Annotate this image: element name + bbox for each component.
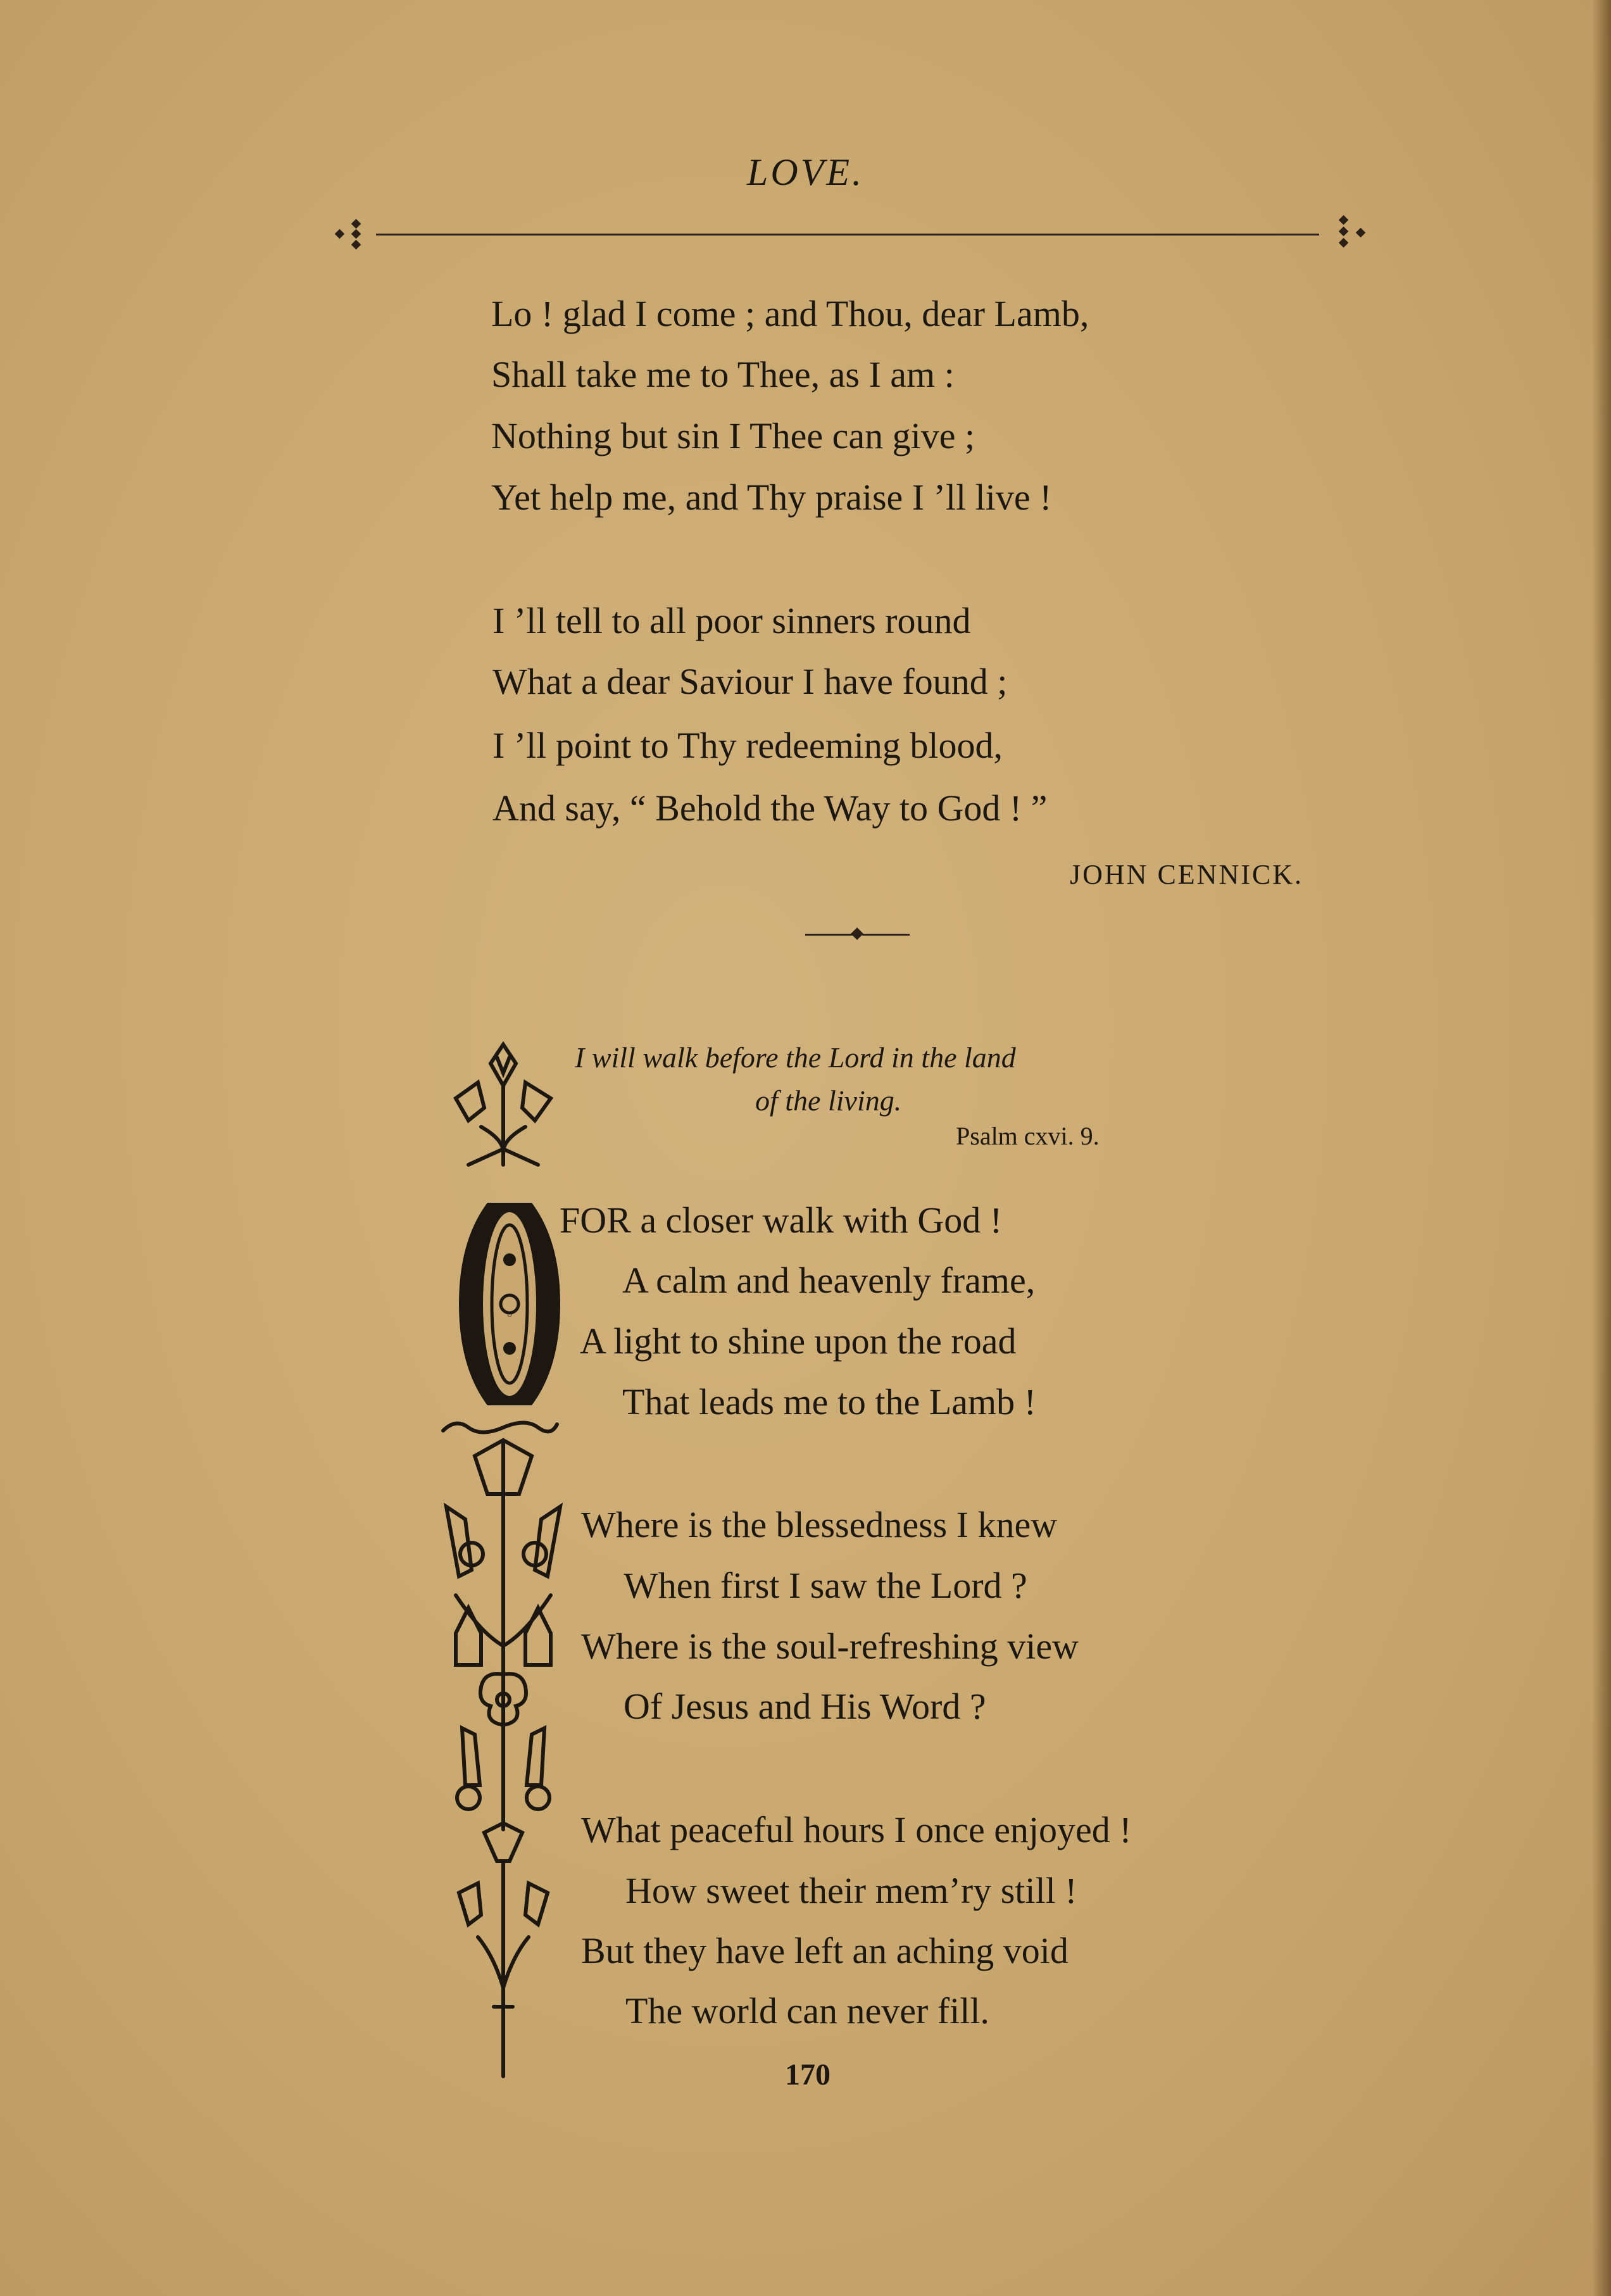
poem-line: Of Jesus and His Word ? [624, 1686, 986, 1727]
tulip-ornament [491, 1044, 516, 1086]
poem-line: When first I saw the Lord ? [624, 1565, 1027, 1606]
leaf-ornament [459, 1883, 481, 1924]
epigraph-line: of the living. [755, 1084, 902, 1117]
scroll-ornament [443, 1423, 557, 1433]
poem-line: The world can never fill. [625, 1990, 989, 2031]
epigraph-line: I will walk before the Lord in the land [575, 1041, 1016, 1074]
poem-line: I ’ll tell to all poor sinners round [492, 600, 971, 641]
poem-line: A calm and heavenly frame, [622, 1260, 1036, 1301]
poem-line: What peaceful hours I once enjoyed ! [581, 1809, 1132, 1850]
leaf-ornament [522, 1082, 551, 1120]
leaf-ornament [462, 1728, 480, 1785]
leaf-ornament [525, 1883, 548, 1924]
page-number: 170 [785, 2058, 831, 2092]
poem-line: FOR a closer walk with God ! [560, 1200, 1003, 1241]
poem-line: Nothing but sin I Thee can give ; [491, 415, 975, 456]
page-edge-shadow [1592, 0, 1611, 2296]
bell-ornament [525, 1608, 551, 1665]
poem-line: Shall take me to Thee, as I am : [491, 354, 955, 395]
poem-line: Lo ! glad I come ; and Thou, dear Lamb, [491, 293, 1089, 334]
bell-ornament [456, 1608, 481, 1665]
poem-line: I ’ll point to Thy redeeming blood, [492, 725, 1003, 766]
drop-cap-letter: O [507, 1312, 512, 1319]
drop-cap [459, 1203, 560, 1405]
poem-line: But they have left an aching void [581, 1930, 1069, 1971]
floral-ornament-border [430, 1038, 576, 2089]
leaf-ornament [456, 1082, 484, 1120]
poem-line: Where is the soul-refreshing view [581, 1626, 1079, 1667]
poem-line: Yet help me, and Thy praise I ’ll live ! [491, 477, 1052, 518]
leaf-ornament [527, 1728, 544, 1785]
poem-line: Where is the blessedness I knew [581, 1504, 1058, 1545]
poem-line: How sweet their mem’ry still ! [625, 1870, 1077, 1911]
running-head: LOVE. [747, 151, 864, 193]
poem-line: That leads me to the Lamb ! [622, 1381, 1036, 1422]
poem-line: What a dear Saviour I have found ; [492, 661, 1008, 702]
poem-line: A light to shine upon the road [580, 1321, 1017, 1362]
poem-line: And say, “ Behold the Way to God ! ” [492, 787, 1048, 829]
poem-author: JOHN CENNICK. [1070, 859, 1303, 890]
epigraph-source: Psalm cxvi. 9. [956, 1122, 1100, 1150]
